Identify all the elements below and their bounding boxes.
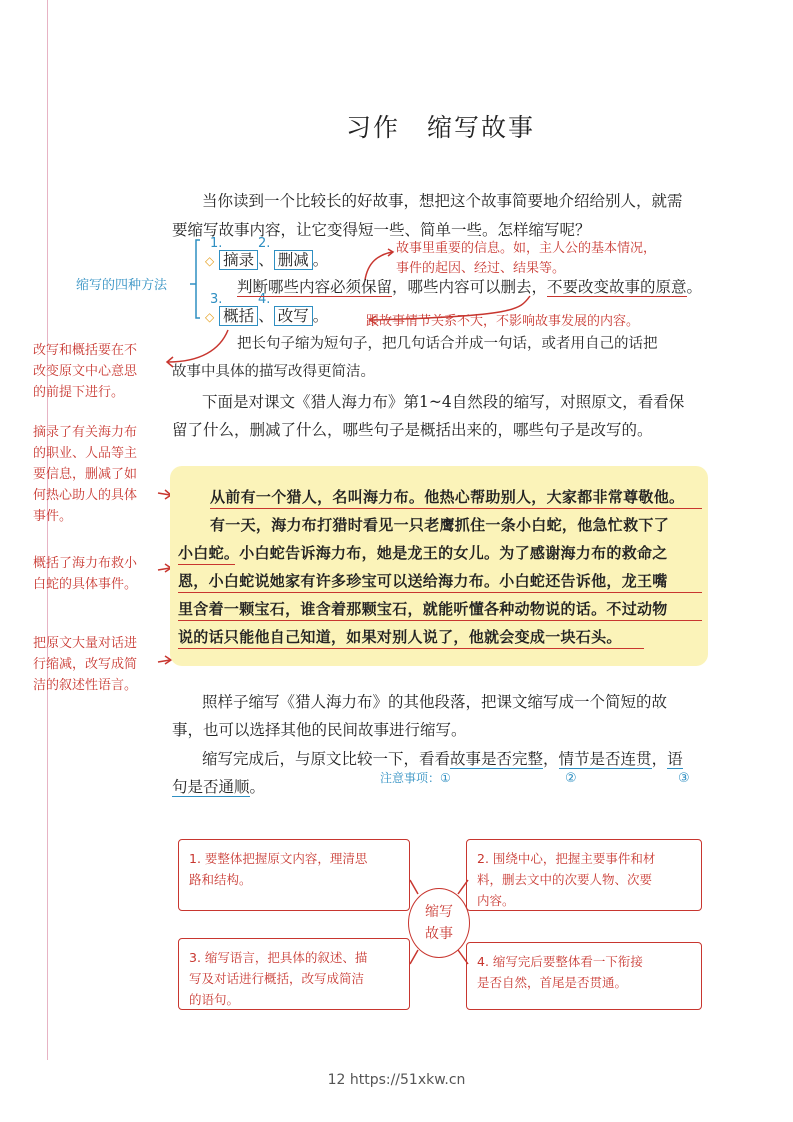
method-end-2: 。 <box>312 307 329 325</box>
story-underline <box>178 620 702 621</box>
method-number-1: 1. <box>210 236 223 251</box>
mindmap-box-2-line: 2. 围绕中心，把握主要事件和材 <box>477 851 656 866</box>
page-title: 习作 缩写故事 <box>346 113 536 142</box>
page-footer: 12 https://51xkw.cn <box>327 1072 466 1088</box>
check-complete-text: 故事是否完整 <box>450 750 544 768</box>
story-line: 从前有一个猎人，名叫海力布。他热心帮助别人，大家都非常尊敬他。 <box>210 488 685 506</box>
delete-content-text: ，哪些内容可以删去， <box>392 278 548 296</box>
intro-line-2: 要缩写故事内容，让它变得短一些、简单一些。怎样缩写呢？ <box>172 221 591 239</box>
note-left-3-line: 白蛇的具体事件。 <box>33 577 138 592</box>
task-line-4-end: 。 <box>249 778 266 796</box>
attention-label: 注意事项：① <box>380 771 451 785</box>
note-left-4 <box>33 633 137 696</box>
note-left-3-line: 概括了海力布救小 <box>33 556 138 571</box>
mindmap-box-4-line: 4. 缩写完后要整体看一下衔接 <box>477 954 643 969</box>
task-line-1: 照样子缩写《猎人海力布》的其他段落，把课文缩写成一个简短的故 <box>202 693 668 711</box>
note-left-2-line: 的职业、人品等主 <box>33 446 138 461</box>
diamond-icon: ◇ <box>205 254 215 268</box>
note-left-2-line: 要信息，删减了如 <box>33 467 138 482</box>
mindmap-box-1-line: 1. 要整体把握原文内容，理清思 <box>189 851 368 866</box>
note-left-4-line: 把原文大量对话进 <box>33 636 138 651</box>
task-line-3-comma: ， <box>651 750 668 768</box>
mindmap-center-line-1: 缩写 <box>425 904 453 920</box>
mindmap-box-3-line: 的语句。 <box>189 992 240 1007</box>
story-line: 有一天，海力布打猎时看见一只老鹰抓住一条小白蛇，他急忙救下了 <box>210 516 670 534</box>
keep-meaning-text: 不要改变故事的原意 <box>547 278 687 296</box>
task-line-3 <box>202 747 683 769</box>
method-separator-2: 、 <box>258 307 274 325</box>
check-fluent-text: 语 <box>667 750 683 768</box>
compare-line-2: 留了什么，删减了什么，哪些句子是概括出来的，哪些句子是改写的。 <box>172 421 653 439</box>
check-coherent-text: 情节是否连贯 <box>558 750 652 768</box>
method-number-4: 4. <box>258 292 271 307</box>
mindmap-center <box>408 888 470 958</box>
story-line: 小白蛇。小白蛇告诉海力布，她是龙王的女儿。为了感谢海力布的救命之 <box>178 544 668 562</box>
method-excerpt: 摘录 <box>219 250 258 270</box>
note-left-2 <box>33 422 137 527</box>
methods-row-1 <box>205 248 328 270</box>
note-left-1-line: 改变原文中心意思 <box>33 364 138 379</box>
note-irrelevant-content: 跟故事情节关系不大，不影响故事发展的内容。 <box>366 314 640 329</box>
mindmap-center-line-2: 故事 <box>425 926 453 942</box>
note-left-1-line: 改写和概括要在不 <box>33 343 138 358</box>
method-delete: 删减 <box>274 250 313 270</box>
methods-line-3: 把长句子缩为短句子，把几句话合并成一句话，或者用自己的话把 <box>237 336 658 352</box>
attention-mark-3: ③ <box>678 771 690 786</box>
check-fluent-text-2: 句是否通顺 <box>172 778 250 796</box>
method-summarize: 概括 <box>219 306 258 326</box>
story-line: 恩，小白蛇说她家有许多珍宝可以送给海力布。小白蛇还告诉他，龙王嘴 <box>178 572 668 590</box>
method-end-1: 。 <box>312 251 329 269</box>
mindmap-box-1 <box>178 839 410 911</box>
story-underline <box>178 592 702 593</box>
judge-end-text: 。 <box>686 278 703 296</box>
note-important-info-2: 事件的起因、经过、结果等。 <box>396 261 566 276</box>
methods-line-4: 故事中具体的描写改得更简洁。 <box>172 364 375 380</box>
task-line-3-text: 缩写完成后，与原文比较一下，看看 <box>202 750 451 768</box>
story-underline <box>210 508 702 509</box>
methods-row-2 <box>205 304 328 326</box>
method-separator-1: 、 <box>258 251 274 269</box>
keep-content-text: 判断哪些内容必须保留 <box>237 278 393 296</box>
methods-label: 缩写的四种方法 <box>76 278 168 293</box>
intro-line-1: 当你读到一个比较长的好故事，想把这个故事简要地介绍给别人，就需 <box>202 192 683 210</box>
note-left-1-line: 的前提下进行。 <box>33 385 125 400</box>
task-line-3-comma: ， <box>543 750 559 768</box>
task-line-2: 事，也可以选择其他的民间故事进行缩写。 <box>172 721 467 739</box>
compare-line-1: 下面是对课文《猎人海力布》第1~4自然段的缩写，对照原文，看看保 <box>202 393 685 411</box>
note-left-3 <box>33 553 137 595</box>
method-rewrite: 改写 <box>274 306 313 326</box>
mindmap-box-2 <box>466 839 702 911</box>
note-left-2-line: 摘录了有关海力布 <box>33 425 138 440</box>
note-important-info-1: 故事里重要的信息。如，主人公的基本情况， <box>396 241 657 256</box>
note-left-4-line: 行缩减，改写成简 <box>33 657 138 672</box>
story-underline <box>178 648 644 649</box>
mindmap-box-3-line: 3. 缩写语言，把具体的叙述、描 <box>189 950 368 965</box>
diamond-icon: ◇ <box>205 310 215 324</box>
story-line: 说的话只能他自己知道，如果对别人说了，他就会变成一块石头。 <box>178 628 622 646</box>
mindmap-box-4 <box>466 942 702 1010</box>
task-line-4 <box>172 775 265 797</box>
note-left-2-line: 何热心助人的具体 <box>33 488 138 503</box>
mindmap-box-2-line: 料，删去文中的次要人物、次要 <box>477 872 653 887</box>
note-left-4-line: 洁的叙述性语言。 <box>33 678 138 693</box>
mindmap-box-1-line: 路和结构。 <box>189 872 252 887</box>
method-number-2: 2. <box>258 236 271 251</box>
attention-mark-2: ② <box>565 771 577 786</box>
note-left-1 <box>33 340 137 403</box>
story-underline <box>178 564 235 565</box>
mindmap-box-2-line: 内容。 <box>477 893 515 908</box>
note-left-2-line: 事件。 <box>33 509 73 524</box>
mindmap-box-3 <box>178 938 410 1010</box>
mindmap-box-3-line: 写及对话进行概括，改写成简洁 <box>189 971 365 986</box>
mindmap-box-4-line: 是否自然，首尾是否贯通。 <box>477 975 628 990</box>
story-line: 里含着一颗宝石，谁含着那颗宝石，就能听懂各种动物说的话。不过动物 <box>178 600 668 618</box>
method-number-3: 3. <box>210 292 223 307</box>
